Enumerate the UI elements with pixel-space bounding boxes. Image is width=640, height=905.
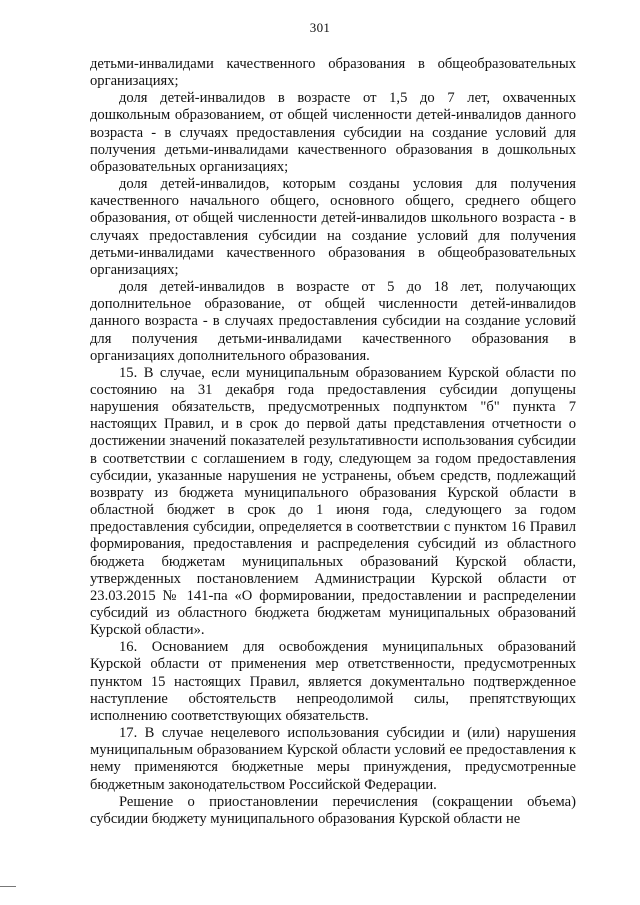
paragraph-continuation: детьми-инвалидами качественного образования в общеобразовательных организациях; (90, 56, 576, 90)
page-number: 301 (309, 20, 331, 35)
paragraph-item-15: 15. В случае, если муниципальным образованием Курской области по состоянию на 31 декабря года предоставления субсидии допущены нарушения обязательств, предусмотренных подпунктом "б" пункта 7 настоящих Правил, и в срок до первой даты представления отчетности о достижении значений показателей результативности использования субсидии в соответствии с соглашением в году, следующем за годом предоставления субсидии, указанные нарушения не устранены, объем средств, подлежащий возврату из бюджета муниципального образования Курской области в областной бюджет в срок до 1 июня года, следующего за годом предоставления субсидии, определяется в соответствии с пунктом 16 Правил формирования, предоставления и распределения субсидий из областного бюджета бюджетам муниципальных образований Курской области, утвержденных постановлением Администрации Курской области от 23.03.2015 № 141-па «О формировании, предоставлении и распределении субсидий из областного бюджета бюджетам муниципальных образований Курской области». (90, 364, 576, 639)
paragraph-item-16: 16. Основанием для освобождения муниципальных образований Курской области от применения мер ответственности, предусмотренных пунктом 15 настоящих Правил, является документально подтвержденное наступление обстоятельств непреодолимой силы, препятствующих исполнению соответствующих обязательств. (90, 639, 576, 724)
document-body (90, 56, 576, 828)
paragraph-suspension-decision: Решение о приостановлении перечисления (сокращении объема) субсидии бюджету муниципального образования Курской области не (90, 793, 576, 827)
paragraph-preschool-share: доля детей-инвалидов в возрасте от 1,5 до 7 лет, охваченных дошкольным образованием, от общей численности детей-инвалидов данного возраста - в случаях предоставления субсидии на создание условий для получения детьми-инвалидами качественного образования в дошкольных образовательных организациях; (90, 90, 576, 175)
paragraph-school-share: доля детей-инвалидов, которым созданы условия для получения качественного начального общего, основного общего, среднего общего образования, от общей численности детей-инвалидов школьного возраста - в случаях предоставления субсидии на создание условий для получения детьми-инвалидами качественного образования в общеобразовательных организациях; (90, 176, 576, 278)
paragraph-additional-education-share: доля детей-инвалидов в возрасте от 5 до 18 лет, получающих дополнительное образование, от общей численности детей-инвалидов данного возраста - в случаях предоставления субсидии на создание условий для получения детьми-инвалидами качественного образования в организациях дополнительного образования. (90, 279, 576, 364)
paragraph-item-17: 17. В случае нецелевого использования субсидии и (или) нарушения муниципальным образованием Курской области условий ее предоставления к нему применяются бюджетные меры принуждения, предусмотренные бюджетным законодательством Российской Федерации. (90, 725, 576, 793)
scan-margin-mark (0, 886, 16, 887)
